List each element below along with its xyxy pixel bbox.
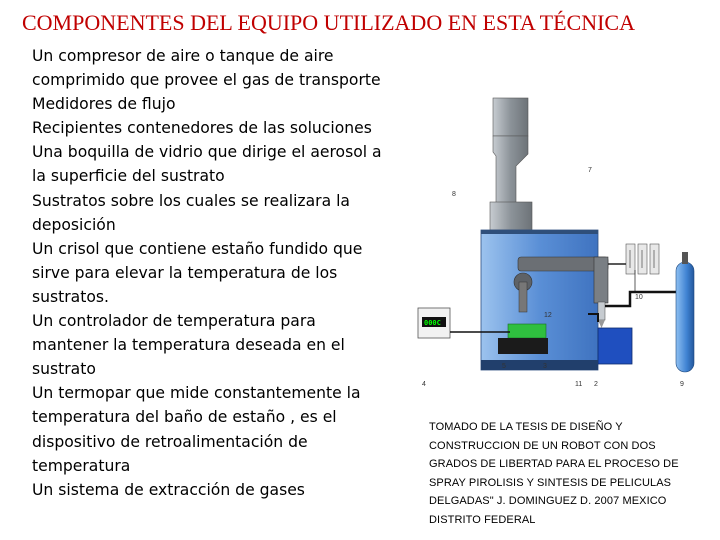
- list-line: Un controlador de temperatura para: [32, 312, 316, 331]
- list-line: sustrato: [32, 360, 96, 379]
- list-line: mantener la temperatura deseada en el: [32, 336, 345, 355]
- slide-title: COMPONENTES DEL EQUIPO UTILIZADO EN ESTA TÉCNICA: [22, 10, 635, 35]
- controller-display: 000C: [424, 319, 441, 327]
- label-8: 8: [452, 191, 456, 198]
- list-line: comprimido que provee el gas de transporte: [32, 71, 381, 90]
- air-cylinder: [676, 252, 694, 372]
- label-5: 5: [502, 363, 506, 370]
- label-3: 3: [543, 363, 547, 370]
- list-line: Una boquilla de vidrio que dirige el aerosol a: [32, 143, 382, 162]
- list-line: Un compresor de aire o tanque de aire: [32, 47, 334, 65]
- list-line: temperatura: [32, 456, 131, 475]
- substrate: [508, 324, 546, 338]
- label-2: 2: [594, 381, 598, 388]
- list-line: deposición: [32, 215, 116, 234]
- list-line: temperatura del baño de estaño , es el: [32, 408, 337, 427]
- caption-line: TOMADO DE LA TESIS DE DISEÑO Y: [429, 421, 623, 433]
- caption-line: GRADOS DE LIBERTAD PARA EL PROCESO DE: [429, 458, 679, 470]
- list-line: Un crisol que contiene estaño fundido que: [32, 239, 363, 258]
- list-line: sirve para elevar la temperatura de los: [32, 263, 338, 282]
- label-7: 7: [588, 167, 592, 174]
- label-9: 9: [680, 381, 684, 388]
- caption-line: CONSTRUCCION DE UN ROBOT CON DOS: [429, 439, 656, 452]
- label-12: 12: [544, 312, 552, 319]
- source-caption: [429, 418, 714, 529]
- list-line: Sustratos sobre los cuales se realizara la: [32, 191, 350, 210]
- component-list: [32, 44, 402, 502]
- label-11: 11: [575, 381, 583, 388]
- spray-pyrolysis-diagram: [398, 92, 716, 402]
- caption-line: DISTRITO FEDERAL: [429, 513, 536, 526]
- caption-line: DELGADAS" J. DOMINGUEZ D. 2007 MEXICO: [429, 495, 667, 507]
- list-line: Medidores de flujo: [32, 95, 176, 114]
- flow-meters: [626, 244, 659, 292]
- exhaust-system: [490, 98, 532, 230]
- list-line: Recipientes contenedores de las soluciones: [32, 119, 372, 138]
- list-line: sustratos.: [32, 287, 109, 306]
- list-line: Un sistema de extracción de gases: [32, 480, 305, 499]
- list-line: la superficie del sustrato: [32, 167, 225, 186]
- list-line: Un termopar que mide constantemente la: [32, 384, 361, 403]
- list-line: dispositivo de retroalimentación de: [32, 432, 308, 451]
- label-4: 4: [422, 381, 426, 388]
- caption-line: SPRAY PIROLISIS Y SINTESIS DE PELICULAS: [429, 476, 672, 489]
- label-10: 10: [635, 294, 643, 301]
- tin-crucible: [598, 328, 632, 364]
